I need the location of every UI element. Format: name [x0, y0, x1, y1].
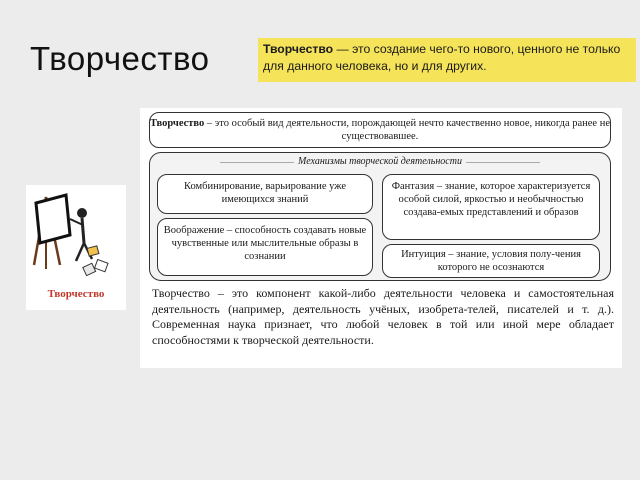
definition-text: — это создание чего-то нового, ценного не только для данного человека, но и для других. — [263, 42, 621, 73]
figure-caption: Творчество — [47, 288, 105, 300]
mechanism-fantasy: Фантазия – знание, которое характеризуется особой силой, яркостью и необычностью создава-емых представлений и образов — [382, 174, 600, 240]
top-box-term: Творчество — [150, 118, 205, 129]
mechanism-intuition: Интуиция – знание, условия полу-чения которого не осознаются — [382, 244, 600, 278]
creativity-illustration — [26, 185, 126, 310]
summary-paragraph: Творчество – это компонент какой-либо деятельности человека и самостоятельная деятельность (например, деятельность учёных, изобрета-телей, писателей и т. д.). Современная наука признает, что любой человек в той или иной мере обладает способностями к творческой деятельности. — [152, 286, 614, 347]
mechanism-combination: Комбинирование, варьирование уже имеющихся знаний — [157, 174, 373, 214]
textbook-scan — [140, 108, 622, 368]
definition-box — [149, 112, 611, 148]
slide-title: Творчество — [30, 40, 210, 77]
mechanisms-title: Механизмы творческой деятельности — [150, 155, 610, 168]
easel-artist-icon — [26, 185, 126, 290]
definition-term: Творчество — [263, 42, 334, 56]
mechanism-imagination: Воображение – способность создавать новые чувственные или мыслительные образы в сознании — [157, 218, 373, 276]
definition-highlight — [258, 38, 636, 82]
top-box-text: – это особый вид деятельности, порождающей нечто качественно новое, никогда ранее не существовавшее. — [204, 118, 610, 142]
